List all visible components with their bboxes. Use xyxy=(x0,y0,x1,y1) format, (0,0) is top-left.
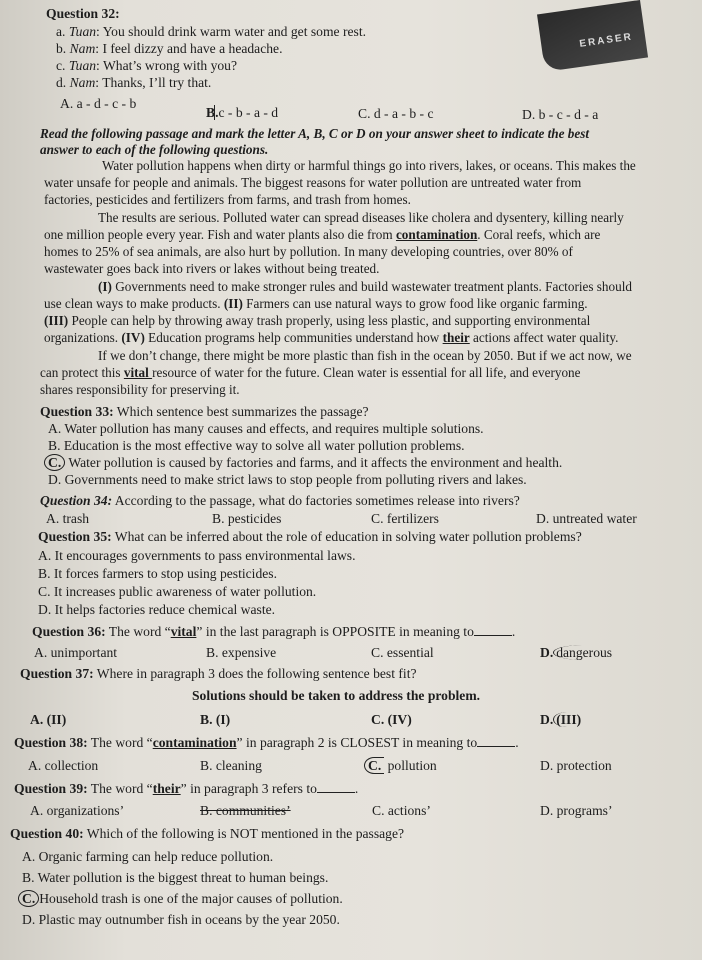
p3-line-1: (I) Governments need to make stronger rules and build wastewater treatment plants. Factories should xyxy=(98,279,632,294)
q34-option-a[interactable]: A. trash xyxy=(46,511,90,526)
q36-option-b[interactable]: B. expensive xyxy=(206,645,277,660)
q38-option-c[interactable]: C. pollution xyxy=(368,758,437,774)
p4-line-3: shares responsibility for preserving it. xyxy=(40,382,240,397)
q32-option-c[interactable]: C. d - a - b - c xyxy=(358,106,434,121)
q35-option-c[interactable]: C. It increases public awareness of water pollution. xyxy=(38,584,317,599)
q35-option-a[interactable]: A. It encourages governments to pass environmental laws. xyxy=(38,548,356,563)
q37-stem: Question 37: Where in paragraph 3 does the following sentence best fit? xyxy=(20,666,417,681)
q40-option-b[interactable]: B. Water pollution is the biggest threat to human beings. xyxy=(22,870,329,885)
p4-line-2: can protect this vital resource of water for the future. Clean water is essential for all life, and everyone xyxy=(40,365,581,380)
q35-option-b[interactable]: B. It forces farmers to stop using pesticides. xyxy=(38,566,277,581)
q33-option-b[interactable]: B. Education is the most effective way to solve all water pollution problems. xyxy=(48,438,465,453)
q33-option-a[interactable]: A. Water pollution has many causes and effects, and requires multiple solutions. xyxy=(48,421,484,436)
q33-stem: Question 33: Which sentence best summarizes the passage? xyxy=(40,404,369,419)
q33-option-c[interactable]: C. Water pollution is caused by factories and farms, and it affects the environment and health. xyxy=(48,455,562,471)
q32-option-b[interactable]: B.c - b - a - d xyxy=(206,105,281,121)
q37-sentence: Solutions should be taken to address the problem. xyxy=(192,688,481,703)
q32-title: Question 32: xyxy=(46,6,120,21)
instructions-line-2: answer to each of the following questions. xyxy=(40,142,269,157)
q32-line-c: c. Tuan: What’s wrong with you? xyxy=(56,58,238,73)
p3-line-2: use clean ways to make products. (II) Farmers can use natural ways to grow food like organic farming. xyxy=(44,296,588,311)
word-contamination: contamination xyxy=(395,227,478,242)
q40-option-c[interactable]: C. Household trash is one of the major causes of pollution. xyxy=(22,891,343,907)
q36-stem: Question 36: The word “vital” in the last paragraph is OPPOSITE in meaning to . xyxy=(32,624,516,639)
q38-option-d[interactable]: D. protection xyxy=(540,758,612,773)
q39-option-c[interactable]: C. actions’ xyxy=(372,803,431,818)
q32-option-a[interactable]: A. a - d - c - b xyxy=(60,96,137,111)
q34-stem: Question 34: According to the passage, what do factories sometimes release into rivers? xyxy=(40,493,520,508)
p2-line-1: The results are serious. Polluted water can spread diseases like cholera and dysentery, killing nearly xyxy=(98,210,624,225)
q38-answer-blank[interactable] xyxy=(477,735,515,747)
eraser-object: ERASER xyxy=(537,0,648,72)
p3-line-3: (III) People can help by throwing away trash properly, using less plastic, and supporting environmental xyxy=(44,313,591,328)
q39-option-b[interactable]: B. communities’ xyxy=(200,803,291,818)
word-vital: vital xyxy=(123,365,153,380)
q36-answer-blank[interactable] xyxy=(474,624,512,636)
q32-line-a: a. Tuan: You should drink warm water and get some rest. xyxy=(56,24,366,39)
q34-option-b[interactable]: B. pesticides xyxy=(212,511,282,526)
q34-option-c[interactable]: C. fertilizers xyxy=(371,511,439,526)
q39-option-a[interactable]: A. organizations’ xyxy=(30,803,125,818)
q39-stem: Question 39: The word “their” in paragraph 3 refers to . xyxy=(14,781,359,796)
q40-stem: Question 40: Which of the following is NOT mentioned in the passage? xyxy=(10,826,405,841)
p1-line-1: Water pollution happens when dirty or harmful things go into rivers, lakes, or oceans. This makes the xyxy=(102,158,636,173)
q39-option-d[interactable]: D. programs’ xyxy=(540,803,613,818)
p1-line-3: factories, pesticides and fertilizers from farms, and trash from homes. xyxy=(44,192,411,207)
q38-option-a[interactable]: A. collection xyxy=(28,758,99,773)
q37-option-c[interactable]: C. (IV) xyxy=(371,712,412,727)
p1-line-2: water unsafe for people and animals. The biggest reasons for water pollution are untreated water from xyxy=(44,175,582,190)
q34-option-d[interactable]: D. untreated water xyxy=(536,511,637,526)
p2-line-4: wastewater goes back into rivers or lakes without being treated. xyxy=(44,261,380,276)
q35-stem: Question 35: What can be inferred about the role of education in solving water pollution problems? xyxy=(38,529,582,544)
instructions-line-1: Read the following passage and mark the letter A, B, C or D on your answer sheet to indicate the best xyxy=(40,126,590,141)
q32-line-b: b. Nam: I feel dizzy and have a headache. xyxy=(56,41,283,56)
p4-line-1: If we don’t change, there might be more plastic than fish in the ocean by 2050. But if we act now, we xyxy=(98,348,632,363)
q36-option-a[interactable]: A. unimportant xyxy=(34,645,118,660)
p3-line-4: organizations. (IV) Education programs help communities understand how their actions affect water quality. xyxy=(44,330,619,345)
q32-option-d[interactable]: D. b - c - d - a xyxy=(522,107,599,122)
q35-option-d[interactable]: D. It helps factories reduce chemical waste. xyxy=(38,602,276,617)
p2-line-3: homes to 25% of sea animals, are also hurt by pollution. In many developing countries, over 80% of xyxy=(44,244,573,259)
q37-option-d[interactable]: D. (III) xyxy=(540,712,582,727)
q37-option-a[interactable]: A. (II) xyxy=(30,712,67,727)
q38-option-b[interactable]: B. cleaning xyxy=(200,758,262,773)
q36-option-d[interactable]: D. dangerous xyxy=(540,645,613,660)
q36-option-c[interactable]: C. essential xyxy=(371,645,434,660)
q39-answer-blank[interactable] xyxy=(317,781,355,793)
q32-line-d: d. Nam: Thanks, I’ll try that. xyxy=(56,75,212,90)
q40-option-a[interactable]: A. Organic farming can help reduce pollution. xyxy=(22,849,274,864)
q38-stem: Question 38: The word “contamination” in paragraph 2 is CLOSEST in meaning to . xyxy=(14,735,519,750)
q40-option-d[interactable]: D. Plastic may outnumber fish in oceans by the year 2050. xyxy=(22,912,340,927)
p2-line-2: one million people every year. Fish and water plants also die from contamination. Coral reefs, which are xyxy=(44,227,601,242)
q37-option-b[interactable]: B. (I) xyxy=(200,712,231,727)
word-their: their xyxy=(442,330,470,345)
q33-option-d[interactable]: D. Governments need to make strict laws to stop people from polluting rivers and lakes. xyxy=(48,472,527,487)
